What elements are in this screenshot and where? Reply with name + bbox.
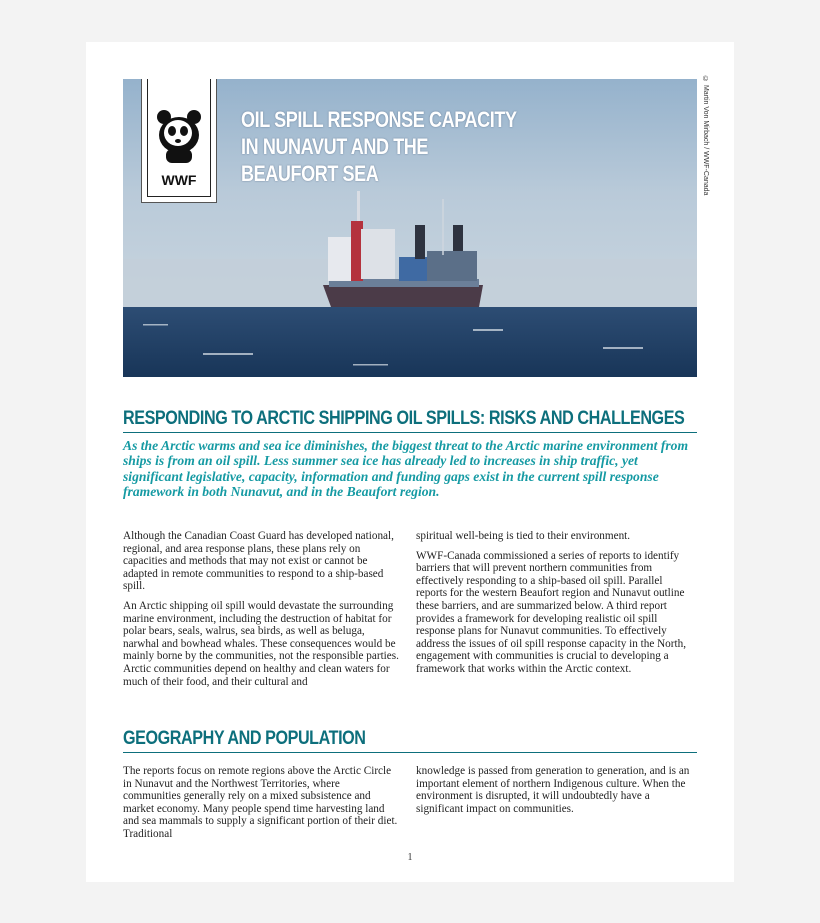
panda-icon (148, 79, 212, 169)
paragraph: knowledge is passed from generation to generation, and is an important element of northern Indigenous culture. When the environment is disrupted, it will undoubtedly have a significant impact on communities. (416, 765, 690, 815)
section1-left-column (123, 530, 399, 695)
section-heading-text: GEOGRAPHY AND POPULATION (123, 728, 366, 749)
section2-right-column (416, 765, 692, 822)
section-heading-geography (123, 728, 697, 753)
section-heading-responding (123, 408, 697, 433)
photo-credit: © Martin Von Mirbach / WWF-Canada (702, 76, 709, 196)
lead-paragraph: As the Arctic warms and sea ice diminishes, the biggest threat to the Arctic marine environment from ships is from an oil spill. Less summer sea ice has already led to increases in ship traffic, yet significant legislative, capacity, information and funding gaps exist in the current spill response framework in both Nunavut, and in the Beaufort region. (123, 438, 689, 499)
section2-left-column (123, 765, 399, 848)
section1-right-column (416, 530, 692, 683)
document-page (86, 42, 734, 882)
paragraph: An Arctic shipping oil spill would devastate the surrounding marine environment, including the destruction of habitat for polar bears, seals, walrus, sea birds, as well as beluga, narwhal and bowhead whales. These consequences would be mainly borne by the communities, not the responsible parties. Arctic communities depend on healthy and clean waters for much of their food, and their cultural and (123, 599, 399, 688)
page-number: 1 (407, 852, 413, 863)
hero-photo (123, 79, 697, 377)
paragraph: spiritual well-being is tied to their environment. (416, 530, 631, 542)
logo-text: WWF (161, 172, 197, 188)
hero-title (241, 106, 520, 187)
paragraph: Although the Canadian Coast Guard has developed national, regional, and area response plans, these plans rely on capacities and methods that may not exist or cannot be adapted in remote communities to respond to a ship-based spill. (123, 530, 394, 593)
section-heading-text: RESPONDING TO ARCTIC SHIPPING OIL SPILLS: RISKS AND CHALLENGES (123, 408, 685, 429)
wwf-logo (141, 79, 217, 203)
paragraph: The reports focus on remote regions above the Arctic Circle in Nunavut and the Northwest Territories, where communities generally rely on a mixed subsistence and market economy. Many people spend time harvesting land and sea mammals to supply a significant portion of their diet. Traditional (123, 765, 398, 840)
hero-title-line1: OIL SPILL RESPONSE CAPACITY (241, 107, 517, 132)
hero-title-line2: IN NUNAVUT AND THE BEAUFORT SEA (241, 134, 429, 186)
paragraph: WWF-Canada commissioned a series of reports to identify barriers that will prevent northern communities from effectively responding to a ship-based oil spill. Parallel reports for the western Beaufort region and Nunavut outline these barriers, and are summarized below. A third report provides a framework for developing realistic oil spill response plans for Nunavut communities. To effectively address the issues of oil spill response capacity in the North, engagement with communities is crucial to developing a framework that works within the Arctic context. (416, 549, 686, 675)
